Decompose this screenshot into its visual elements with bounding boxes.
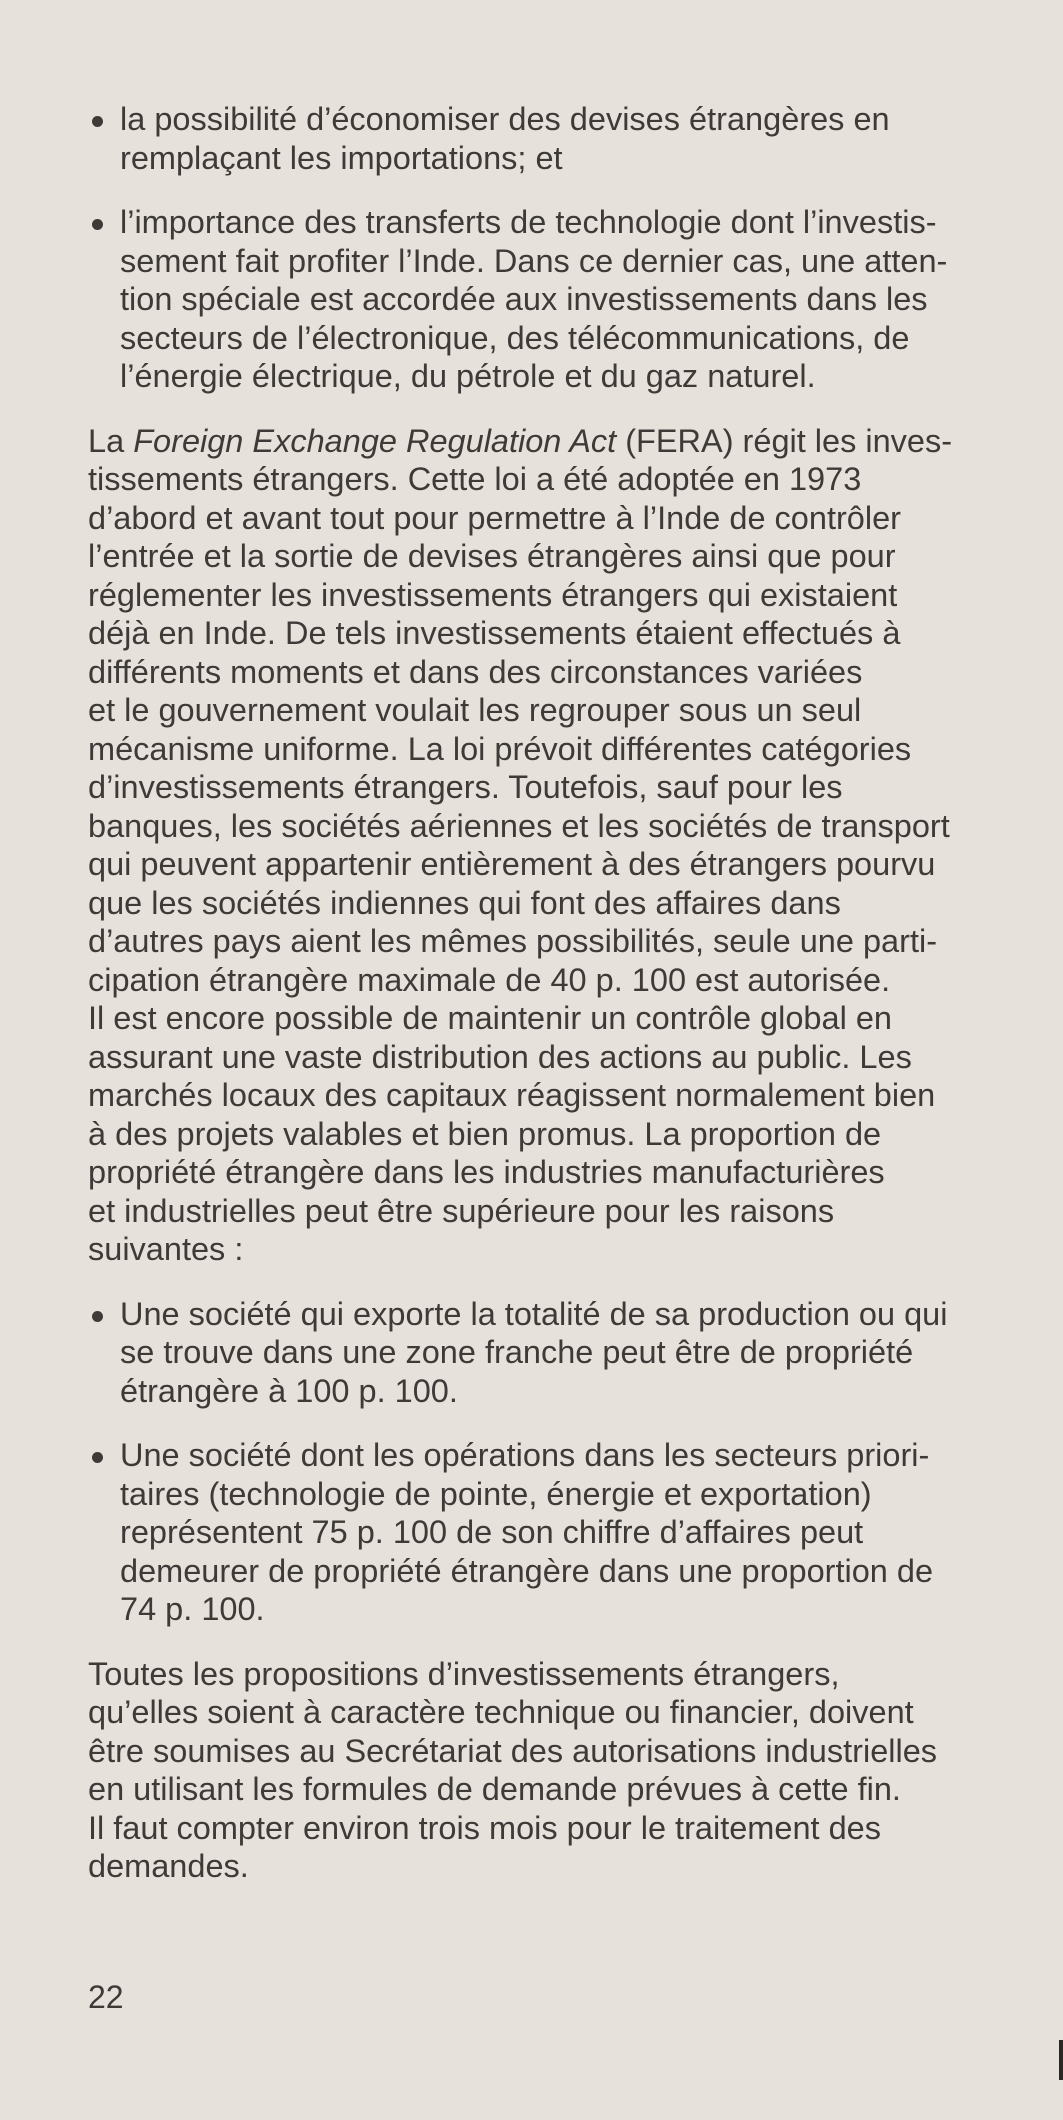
paragraph-line: qui peuvent appartenir entièrement à des étrangers pourvu bbox=[88, 846, 936, 882]
paragraph-line: et le gouvernement voulait les regrouper sous un seul bbox=[88, 692, 862, 728]
paragraph-line: d’abord et avant tout pour permettre à l’Inde de contrôler bbox=[88, 499, 901, 536]
bullet-line: remplaçant les importations; et bbox=[120, 139, 563, 176]
bullet-item-priority-sectors bbox=[88, 1436, 1028, 1629]
bullet-line: l’importance des transferts de technologie dont l’investis- bbox=[120, 204, 937, 240]
bullet-item-currency-savings bbox=[88, 100, 1028, 177]
bullet-dot-icon bbox=[92, 116, 103, 127]
paragraph-line: qu’elles soient à caractère technique ou financier, doivent bbox=[88, 1694, 914, 1730]
bullet-line: représentent 75 p. 100 de son chiffre d’affaires peut bbox=[120, 1514, 864, 1550]
bullet-dot-icon bbox=[92, 219, 103, 230]
paragraph-line: que les sociétés indiennes qui font des affaires dans bbox=[88, 884, 841, 921]
page-number: 22 bbox=[88, 1979, 124, 2015]
bullet-line: 74 p. 100. bbox=[120, 1591, 265, 1627]
bullet-line: taires (technologie de pointe, énergie et exportation) bbox=[120, 1475, 872, 1512]
act-name-italic: Foreign Exchange Regulation Act bbox=[133, 422, 617, 459]
paragraph-line: mécanisme uniforme. La loi prévoit différentes catégories bbox=[88, 730, 912, 767]
bullet-line: Une société qui exporte la totalité de sa production ou qui bbox=[120, 1295, 948, 1332]
paragraph-line: marchés locaux des capitaux réagissent normalement bien bbox=[88, 1077, 936, 1113]
paragraph-line: propriété étrangère dans les industries manufacturières bbox=[88, 1154, 885, 1190]
bullet-dot-icon bbox=[92, 1311, 103, 1322]
paragraph-line: tissements étrangers. Cette loi a été adoptée en 1973 bbox=[88, 461, 862, 497]
bullet-line: sement fait profiter l’Inde. Dans ce dernier cas, une atten- bbox=[120, 242, 948, 279]
paragraph-line: demandes. bbox=[88, 1848, 249, 1884]
paragraph-line: être soumises au Secrétariat des autorisations industrielles bbox=[88, 1732, 938, 1769]
paragraph-line: d’autres pays aient les mêmes possibilités, seule une parti- bbox=[88, 923, 938, 959]
paragraph-line: et industrielles peut être supérieure pour les raisons bbox=[88, 1192, 835, 1229]
paragraph-line: Toutes les propositions d’investissements étrangers, bbox=[88, 1655, 840, 1692]
paragraph-line: cipation étrangère maximale de 40 p. 100 est autorisée. bbox=[88, 961, 891, 998]
bullet-line: étrangère à 100 p. 100. bbox=[120, 1372, 458, 1409]
paragraph-line: banques, les sociétés aériennes et les sociétés de transport bbox=[88, 807, 950, 844]
bullet-line: Une société dont les opérations dans les secteurs priori- bbox=[120, 1437, 930, 1473]
bullet-line: la possibilité d’économiser des devises étrangères en bbox=[120, 101, 890, 137]
paragraph-line: Il est encore possible de maintenir un contrôle global en bbox=[88, 1000, 892, 1036]
page-edge-mark bbox=[1059, 2040, 1063, 2080]
bullet-dot-icon bbox=[92, 1452, 103, 1463]
paragraph-line: Il faut compter environ trois mois pour le traitement des bbox=[88, 1809, 881, 1846]
bullet-line: secteurs de l’électronique, des télécommunications, de bbox=[120, 319, 910, 356]
paragraph-line: différents moments et dans des circonstances variées bbox=[88, 653, 863, 690]
page-body bbox=[88, 100, 1028, 1912]
bullet-line: se trouve dans une zone franche peut être de propriété bbox=[120, 1334, 914, 1370]
paragraph-line: d’investissements étrangers. Toutefois, sauf pour les bbox=[88, 769, 843, 805]
paragraph-line: l’entrée et la sortie de devises étrangères ainsi que pour bbox=[88, 538, 896, 574]
paragraph-line: suivantes : bbox=[88, 1231, 244, 1267]
paragraph-line: à des projets valables et bien promus. La proportion de bbox=[88, 1115, 882, 1152]
paragraph-fera bbox=[88, 422, 1028, 1269]
paragraph-submission bbox=[88, 1655, 1028, 1886]
bullet-item-export-company bbox=[88, 1295, 1028, 1411]
bullet-line: l’énergie électrique, du pétrole et du gaz naturel. bbox=[120, 358, 816, 394]
paragraph-line: déjà en Inde. De tels investissements étaient effectués à bbox=[88, 615, 901, 651]
paragraph-line: (FERA) régit les inves- bbox=[616, 422, 953, 459]
paragraph-line: réglementer les investissements étrangers qui existaient bbox=[88, 576, 898, 613]
paragraph-line: assurant une vaste distribution des actions au public. Les bbox=[88, 1038, 912, 1075]
paragraph-line: en utilisant les formules de demande prévues à cette fin. bbox=[88, 1771, 901, 1807]
bullet-line: tion spéciale est accordée aux investissements dans les bbox=[120, 281, 928, 317]
paragraph-line: La bbox=[88, 422, 134, 459]
bullet-line: demeurer de propriété étrangère dans une proportion de bbox=[120, 1552, 934, 1589]
bullet-item-technology-transfer bbox=[88, 203, 1028, 396]
